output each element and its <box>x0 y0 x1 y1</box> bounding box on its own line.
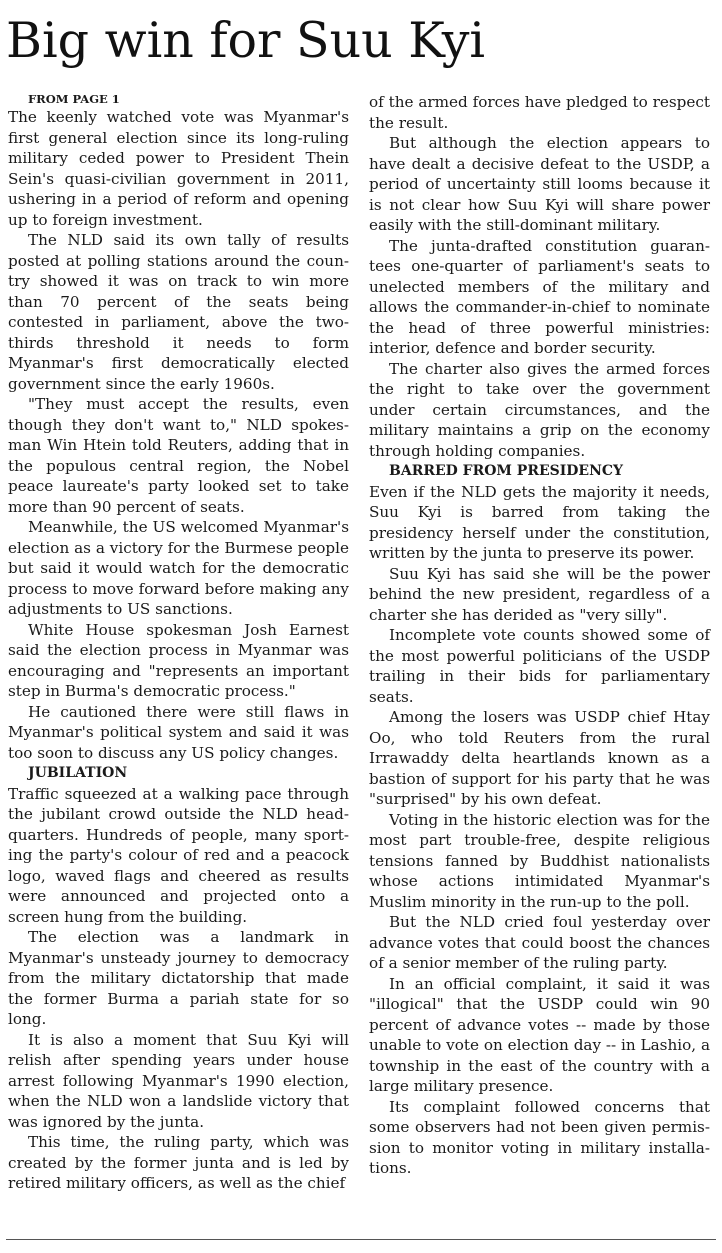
article-paragraph: He cautioned there were still flaws in Myanmar's political system and said it was too soon to discuss any US policy changes. <box>8 702 349 762</box>
article-paragraph: White House spokesman Josh Earnest said the election process in Myanmar was encouraging and "represents an important step in Burma's democratic process." <box>8 620 349 700</box>
article-paragraph: The junta-drafted constitution guarantees one-quarter of parliament's seats to unelected members of the military and allows the commander-in-chief to nominate the head of three powerful ministries: interior, defence and border security. <box>369 236 710 357</box>
left-column-body <box>8 107 349 1194</box>
article-paragraph: Traffic squeezed at a walking pace through the jubilant crowd outside the NLD headquarters. Hundreds of people, many sporting the party's colour of red and a peacock logo, waved flags and cheered as results were announced and projected onto a screen hung from the building. <box>8 784 349 926</box>
article-paragraph: The election was a landmark in Myanmar's unsteady journey to democracy from the military dictatorship that made the former Burma a pariah state for so long. <box>8 928 349 1028</box>
article-column-left <box>8 92 349 1194</box>
article-paragraph: The keenly watched vote was Myanmar's first general election since its long-ruling military ceded power to President Thein Sein's quasi-civilian government in 2011, ushering in a period of reform and opening up to foreign investment. <box>8 108 349 229</box>
bottom-rule <box>6 1239 716 1240</box>
article-column-right <box>369 92 710 1179</box>
article-paragraph: The charter also gives the armed forces the right to take over the government under certain circumstances, and the military maintains a grip on the economy through holding companies. <box>369 359 710 460</box>
article-paragraph: This time, the ruling party, which was created by the former junta and is led by retired military officers, as well as the chief <box>8 1133 349 1192</box>
article-paragraph: Voting in the historic election was for the most part trouble-free, despite religious tensions fanned by Buddhist nationalists whose actions intimidated Myanmar's Muslim minority in the run-up to the poll. <box>369 810 710 911</box>
headline: Big win for Suu Kyi <box>6 12 486 69</box>
article-paragraph: It is also a moment that Suu Kyi will relish after spending years under house arrest following Myanmar's 1990 election, when the NLD won a landslide victory that was ignored by the junta. <box>8 1030 349 1131</box>
article-paragraph: Meanwhile, the US welcomed Myanmar's election as a victory for the Burmese people but said it would watch for the democratic process to move forward before making any adjustments to US sanctions. <box>8 518 349 618</box>
section-subhead: JUBILATION <box>28 765 128 781</box>
article-paragraph: In an official complaint, it said it was "illogical" that the USDP could win 90 percent of advance votes -- made by those unable to vote on election day -- in Lashio, a township in the east of the country with a large military presence. <box>369 974 710 1095</box>
article-paragraph: But the NLD cried foul yesterday over advance votes that could boost the chances of a senior member of the ruling party. <box>369 913 710 972</box>
section-subhead: BARRED FROM PRESIDENCY <box>389 463 624 479</box>
article-paragraph: of the armed forces have pledged to respect the result. <box>369 93 710 132</box>
article-paragraph: Even if the NLD gets the majority it needs, Suu Kyi is barred from taking the presidency herself under the constitution, written by the junta to preserve its power. <box>369 482 710 562</box>
article-paragraph: The NLD said its own tally of results posted at polling stations around the country showed it was on track to win more than 70 percent of the seats being contested in parliament, above the two-thirds threshold it needs to form Myanmar's first democratically elected government since the early 1960s. <box>8 231 349 393</box>
article-paragraph: Suu Kyi has said she will be the power behind the new president, regardless of a charter she has derided as "very silly". <box>369 564 710 624</box>
article-paragraph: Incomplete vote counts showed some of the most powerful politicians of the USDP trailing in their bids for parliamentary seats. <box>369 626 710 706</box>
from-page-kicker: FROM PAGE 1 <box>28 92 120 106</box>
article-paragraph: But although the election appears to have dealt a decisive defeat to the USDP, a period of uncertainty still looms because it is not clear how Suu Kyi will share power easily with the still-dominant military. <box>369 134 710 234</box>
article-paragraph: Among the losers was USDP chief Htay Oo, who told Reuters from the rural Irrawaddy delta heartlands known as a bastion of support for his party that he was "surprised" by his own defeat. <box>369 708 710 808</box>
right-column-body <box>369 92 710 1179</box>
article-paragraph: "They must accept the results, even though they don't want to," NLD spokesman Win Htein told Reuters, adding that in the populous central region, the Nobel peace laureate's party looked set to take more than 90 percent of seats. <box>8 395 349 516</box>
article-paragraph: Its complaint followed concerns that some observers had not been given permission to monitor voting in military installations. <box>369 1097 710 1177</box>
